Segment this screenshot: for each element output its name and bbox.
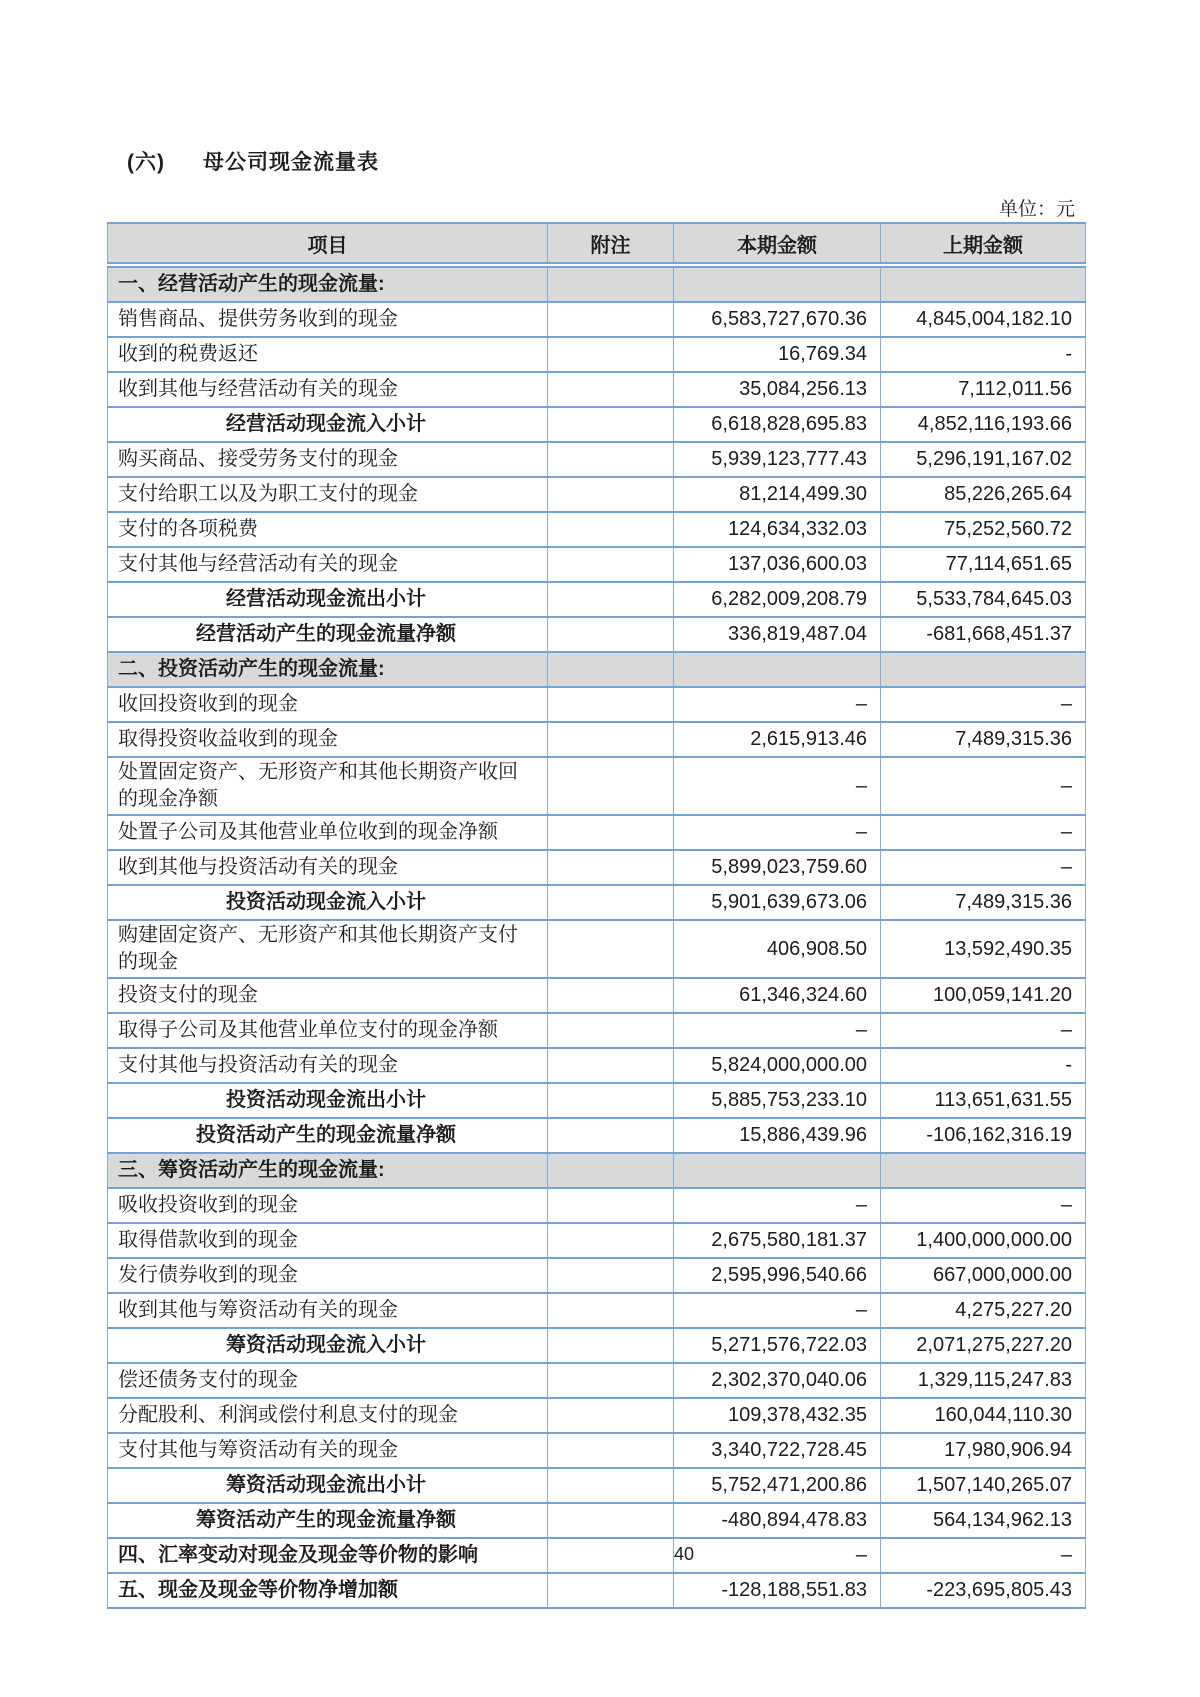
note-cell	[548, 722, 674, 757]
current-amount-cell: 5,752,471,200.86	[674, 1468, 881, 1503]
item-cell: 筹资活动现金流入小计	[108, 1328, 548, 1363]
prior-amount-cell: 1,329,115,247.83	[881, 1363, 1086, 1398]
note-cell	[548, 547, 674, 582]
prior-amount-cell	[881, 652, 1086, 687]
current-amount-cell: 109,378,432.35	[674, 1398, 881, 1433]
note-cell	[548, 1013, 674, 1048]
prior-amount-cell: 564,134,962.13	[881, 1503, 1086, 1538]
table-row	[108, 1363, 1086, 1398]
note-cell	[548, 1188, 674, 1223]
prior-amount-cell: 5,533,784,645.03	[881, 582, 1086, 617]
prior-amount-cell: -681,668,451.37	[881, 617, 1086, 652]
note-cell	[548, 265, 674, 302]
unit-label: 单位：元	[998, 199, 1075, 220]
note-cell	[548, 337, 674, 372]
item-cell: 取得投资收益收到的现金	[108, 722, 548, 757]
item-cell: 支付其他与投资活动有关的现金	[108, 1048, 548, 1083]
prior-amount-cell: –	[881, 757, 1086, 815]
prior-amount-cell: 17,980,906.94	[881, 1433, 1086, 1468]
table-row	[108, 978, 1086, 1013]
current-amount-cell: 5,885,753,233.10	[674, 1083, 881, 1118]
table-row	[108, 547, 1086, 582]
current-amount-cell: 6,618,828,695.83	[674, 407, 881, 442]
note-cell	[548, 1398, 674, 1433]
note-cell	[548, 477, 674, 512]
prior-amount-cell: 4,275,227.20	[881, 1293, 1086, 1328]
prior-amount-cell	[881, 1153, 1086, 1188]
prior-amount-cell	[881, 265, 1086, 302]
current-amount-cell: 61,346,324.60	[674, 978, 881, 1013]
column-header-note: 附注	[548, 223, 674, 265]
prior-amount-cell: 1,400,000,000.00	[881, 1223, 1086, 1258]
note-cell	[548, 920, 674, 978]
item-cell: 发行债券收到的现金	[108, 1258, 548, 1293]
table-row	[108, 722, 1086, 757]
table-row	[108, 512, 1086, 547]
prior-amount-cell: 85,226,265.64	[881, 477, 1086, 512]
note-cell	[548, 1293, 674, 1328]
column-header-current: 本期金额	[674, 223, 881, 265]
item-cell: 二、投资活动产生的现金流量:	[108, 652, 548, 687]
note-cell	[548, 757, 674, 815]
table-row	[108, 1433, 1086, 1468]
current-amount-cell: 35,084,256.13	[674, 372, 881, 407]
current-amount-cell: –	[674, 1538, 881, 1573]
prior-amount-cell: 2,071,275,227.20	[881, 1328, 1086, 1363]
current-amount-cell	[674, 1153, 881, 1188]
note-cell	[548, 617, 674, 652]
item-cell: 吸收投资收到的现金	[108, 1188, 548, 1223]
prior-amount-cell: –	[881, 815, 1086, 850]
prior-amount-cell: -106,162,316.19	[881, 1118, 1086, 1153]
current-amount-cell: -480,894,478.83	[674, 1503, 881, 1538]
current-amount-cell: 137,036,600.03	[674, 547, 881, 582]
note-cell	[548, 815, 674, 850]
current-amount-cell: 5,271,576,722.03	[674, 1328, 881, 1363]
prior-amount-cell: 7,112,011.56	[881, 372, 1086, 407]
table-row	[108, 582, 1086, 617]
item-cell: 支付其他与筹资活动有关的现金	[108, 1433, 548, 1468]
note-cell	[548, 1468, 674, 1503]
current-amount-cell: 124,634,332.03	[674, 512, 881, 547]
item-cell: 三、筹资活动产生的现金流量:	[108, 1153, 548, 1188]
item-cell: 购买商品、接受劳务支付的现金	[108, 442, 548, 477]
table-row	[108, 337, 1086, 372]
current-amount-cell	[674, 652, 881, 687]
section-title	[127, 146, 379, 176]
prior-amount-cell: 160,044,110.30	[881, 1398, 1086, 1433]
prior-amount-cell: –	[881, 1188, 1086, 1223]
current-amount-cell: –	[674, 1188, 881, 1223]
current-amount-cell: –	[674, 757, 881, 815]
note-cell	[548, 372, 674, 407]
prior-amount-cell: –	[881, 687, 1086, 722]
note-cell	[548, 1048, 674, 1083]
current-amount-cell: 2,675,580,181.37	[674, 1223, 881, 1258]
note-cell	[548, 1328, 674, 1363]
table-row	[108, 1013, 1086, 1048]
table-row	[108, 1048, 1086, 1083]
note-cell	[548, 652, 674, 687]
note-cell	[548, 582, 674, 617]
prior-amount-cell: 113,651,631.55	[881, 1083, 1086, 1118]
item-cell: 偿还债务支付的现金	[108, 1363, 548, 1398]
note-cell	[548, 1258, 674, 1293]
item-cell: 四、汇率变动对现金及现金等价物的影响	[108, 1538, 548, 1573]
table-row	[108, 687, 1086, 722]
item-cell: 处置固定资产、无形资产和其他长期资产收回的现金净额	[108, 757, 548, 815]
item-cell: 取得借款收到的现金	[108, 1223, 548, 1258]
current-amount-cell: –	[674, 1013, 881, 1048]
item-cell: 支付的各项税费	[108, 512, 548, 547]
prior-amount-cell: -	[881, 337, 1086, 372]
current-amount-cell: 5,824,000,000.00	[674, 1048, 881, 1083]
note-cell	[548, 687, 674, 722]
item-cell: 收到其他与投资活动有关的现金	[108, 850, 548, 885]
current-amount-cell: 6,282,009,208.79	[674, 582, 881, 617]
note-cell	[548, 850, 674, 885]
item-cell: 收到其他与筹资活动有关的现金	[108, 1293, 548, 1328]
item-cell: 收回投资收到的现金	[108, 687, 548, 722]
prior-amount-cell: 7,489,315.36	[881, 722, 1086, 757]
prior-amount-cell: 4,845,004,182.10	[881, 302, 1086, 337]
item-cell: 一、经营活动产生的现金流量:	[108, 265, 548, 302]
current-amount-cell: 15,886,439.96	[674, 1118, 881, 1153]
table-row	[108, 885, 1086, 920]
note-cell	[548, 885, 674, 920]
table-row	[108, 920, 1086, 978]
current-amount-cell: 5,939,123,777.43	[674, 442, 881, 477]
prior-amount-cell: 100,059,141.20	[881, 978, 1086, 1013]
item-cell: 筹资活动产生的现金流量净额	[108, 1503, 548, 1538]
item-cell: 销售商品、提供劳务收到的现金	[108, 302, 548, 337]
note-cell	[548, 512, 674, 547]
table-row	[108, 617, 1086, 652]
current-amount-cell: 5,901,639,673.06	[674, 885, 881, 920]
current-amount-cell: -128,188,551.83	[674, 1573, 881, 1608]
prior-amount-cell: 7,489,315.36	[881, 885, 1086, 920]
note-cell	[548, 1153, 674, 1188]
prior-amount-cell: 667,000,000.00	[881, 1258, 1086, 1293]
cash-flow-table	[107, 222, 1086, 1609]
prior-amount-cell: -223,695,805.43	[881, 1573, 1086, 1608]
prior-amount-cell: –	[881, 1013, 1086, 1048]
table-body	[108, 265, 1086, 1608]
item-cell: 支付其他与经营活动有关的现金	[108, 547, 548, 582]
prior-amount-cell: 75,252,560.72	[881, 512, 1086, 547]
table-row	[108, 1083, 1086, 1118]
current-amount-cell: –	[674, 815, 881, 850]
table-row	[108, 1293, 1086, 1328]
column-header-item: 项目	[108, 223, 548, 265]
column-header-prior: 上期金额	[881, 223, 1086, 265]
current-amount-cell: –	[674, 1293, 881, 1328]
section-title-index: (六)	[127, 151, 165, 174]
item-cell: 投资支付的现金	[108, 978, 548, 1013]
item-cell: 收到其他与经营活动有关的现金	[108, 372, 548, 407]
prior-amount-cell: 77,114,651.65	[881, 547, 1086, 582]
note-cell	[548, 302, 674, 337]
item-cell: 筹资活动现金流出小计	[108, 1468, 548, 1503]
prior-amount-cell: 4,852,116,193.66	[881, 407, 1086, 442]
note-cell	[548, 978, 674, 1013]
note-cell	[548, 1363, 674, 1398]
current-amount-cell	[674, 265, 881, 302]
table-row	[108, 1398, 1086, 1433]
prior-amount-cell: –	[881, 850, 1086, 885]
current-amount-cell: 16,769.34	[674, 337, 881, 372]
table-row	[108, 1223, 1086, 1258]
item-cell: 投资活动产生的现金流量净额	[108, 1118, 548, 1153]
item-cell: 经营活动现金流出小计	[108, 582, 548, 617]
table-row	[108, 265, 1086, 302]
current-amount-cell: –	[674, 687, 881, 722]
item-cell: 投资活动现金流入小计	[108, 885, 548, 920]
prior-amount-cell: 5,296,191,167.02	[881, 442, 1086, 477]
item-cell: 经营活动现金流入小计	[108, 407, 548, 442]
item-cell: 支付给职工以及为职工支付的现金	[108, 477, 548, 512]
table-row	[108, 407, 1086, 442]
page-number: 40	[673, 1544, 695, 1564]
current-amount-cell: 2,302,370,040.06	[674, 1363, 881, 1398]
table-header-row	[108, 223, 1086, 265]
table-row	[108, 1573, 1086, 1608]
item-cell: 取得子公司及其他营业单位支付的现金净额	[108, 1013, 548, 1048]
note-cell	[548, 1433, 674, 1468]
current-amount-cell: 336,819,487.04	[674, 617, 881, 652]
table-row	[108, 302, 1086, 337]
note-cell	[548, 1573, 674, 1608]
table-row	[108, 1153, 1086, 1188]
table-row	[108, 1188, 1086, 1223]
current-amount-cell: 81,214,499.30	[674, 477, 881, 512]
item-cell: 处置子公司及其他营业单位收到的现金净额	[108, 815, 548, 850]
note-cell	[548, 1223, 674, 1258]
item-cell: 分配股利、利润或偿付利息支付的现金	[108, 1398, 548, 1433]
item-cell: 投资活动现金流出小计	[108, 1083, 548, 1118]
table-row	[108, 442, 1086, 477]
table-row	[108, 1118, 1086, 1153]
table-row	[108, 1503, 1086, 1538]
note-cell	[548, 1083, 674, 1118]
table-row	[108, 1468, 1086, 1503]
table-row	[108, 372, 1086, 407]
note-cell	[548, 442, 674, 477]
prior-amount-cell: 13,592,490.35	[881, 920, 1086, 978]
note-cell	[548, 1503, 674, 1538]
table-row	[108, 757, 1086, 815]
prior-amount-cell: -	[881, 1048, 1086, 1083]
current-amount-cell: 406,908.50	[674, 920, 881, 978]
table-row	[108, 850, 1086, 885]
prior-amount-cell: –	[881, 1538, 1086, 1573]
current-amount-cell: 2,595,996,540.66	[674, 1258, 881, 1293]
note-cell	[548, 1118, 674, 1153]
current-amount-cell: 5,899,023,759.60	[674, 850, 881, 885]
current-amount-cell: 2,615,913.46	[674, 722, 881, 757]
table-row	[108, 652, 1086, 687]
item-cell: 购建固定资产、无形资产和其他长期资产支付的现金	[108, 920, 548, 978]
prior-amount-cell: 1,507,140,265.07	[881, 1468, 1086, 1503]
current-amount-cell: 3,340,722,728.45	[674, 1433, 881, 1468]
item-cell: 五、现金及现金等价物净增加额	[108, 1573, 548, 1608]
table-row	[108, 1258, 1086, 1293]
note-cell	[548, 407, 674, 442]
item-cell: 收到的税费返还	[108, 337, 548, 372]
table-row	[108, 815, 1086, 850]
table-row	[108, 477, 1086, 512]
section-title-text: 母公司现金流量表	[203, 151, 379, 174]
current-amount-cell: 6,583,727,670.36	[674, 302, 881, 337]
item-cell: 经营活动产生的现金流量净额	[108, 617, 548, 652]
table-row	[108, 1328, 1086, 1363]
